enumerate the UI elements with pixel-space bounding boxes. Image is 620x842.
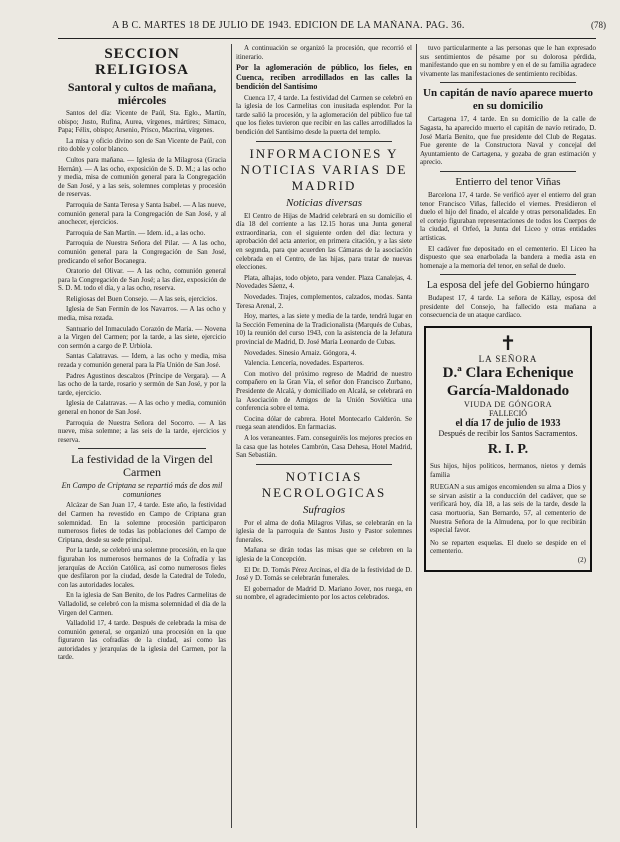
obituary-text: No se reparten esquelas. El duelo se despide en el cementerio. [430, 538, 586, 556]
column-divider [416, 44, 417, 828]
separator [440, 274, 576, 275]
paragraph: Mañana se dirán todas las misas que se celebren en la iglesia de la Concepción. [236, 546, 412, 564]
paragraph: Por la tarde, se celebró una solemne procesión, en la que figuraban los numerosos hermanos de la Cofradía y las jerarquías de Acción Católica, así como numerosos fieles que desfilaron por la ciudad, desde la Catedral de Toledo, con las autoridades locales. [58, 546, 226, 589]
article-title: Un capitán de navío aparece muerto en su domicilio [423, 87, 593, 113]
section-title: SECCION RELIGIOSA [94, 46, 190, 78]
paragraph: Santuario del Inmaculado Corazón de María. — Novena a la Virgen del Carmen; por la tarde, a las siete, ejercicio con sermón a cargo de P. Urbiola. [58, 324, 226, 350]
paragraph: Religiosas del Buen Consejo. — A las seis, ejercicios. [66, 294, 218, 303]
footer-mark [0, 830, 620, 838]
separator [440, 82, 576, 83]
paragraph: Novedades. Trajes, complementos, calzados, modas. Santa Teresa Arenal, 2. [236, 293, 412, 310]
paragraph: El cadáver fue depositado en el cementerio. El Liceo ha dispuesto que sea enarbolada la bandera a media asta en homenaje a la memoria del tenor, en señal de duelo. [420, 244, 596, 270]
obituary-rip: R. I. P. [487, 442, 529, 458]
article-headline: Por la aglomeración de público, los fieles, en Cuenca, reciben arrodillados en las calles la bendición del Santísimo [236, 63, 412, 92]
paragraph: Cartagena 17, 4 tarde. En su domicilio de la calle de Sagasta, ha aparecido muerto el capitán de navío retirado, D. José María Benito, que fue presidente del Club de Regatas. Fue gerente de la Constructora Naval y concejal del Ayuntamiento de Cartagena, y gozaba de gran estimación y aprecio. [420, 115, 596, 167]
paragraph: Con motivo del próximo regreso de Madrid de nuestro compañero en la Gran Vía, el señor don Francisco Zurbano, Presidente de Alcalá, y domiciliado en Alcalá, se celebrará en la Asociación de Amigos de la Unión Soviética una conferencia sobre el tema. [236, 369, 412, 413]
paragraph: Santos del día: Vicente de Paúl, Sta. Eglo., Martín, obispo; Justo, Rufina, Aurea, vírgenes, mártires; Simaco, Papa; Félix, obispo; Arsenio, Prisco, Macrina, vírgenes. [58, 109, 226, 135]
obituary-text: Sus hijos, hijos políticos, hermanos, nietos y demás familia [430, 462, 586, 479]
column-divider [231, 44, 232, 828]
separator [440, 171, 576, 172]
paragraph: El Dr. D. Tomás Pérez Arcinas, el día de la festividad de D. José y D. Tomás se celebrarán funerales. [236, 565, 412, 583]
separator [256, 464, 392, 465]
paragraph: El Centro de Hijas de Madrid celebrará en su domicilio el día 18 del corriente a las 12.15 horas una Junta general extraordinaria, con el siguiente orden del día: lectura y aprobación del acta anterior, en primera citación, y a las siete en segunda, para que acuerden las Cámaras de la asociación celebrada en el Centro, de las hijas, para tratar de nuevas elecciones. [236, 211, 412, 272]
obituary-text: RUEGAN a sus amigos encomienden su alma a Dios y se sirvan asistir a la conducción del cadáver, que se verificará hoy, día 18, a las seis de la tarde, desde la casa mortuoria, San Bernardo, 57, al cementerio de Nuestra Señora de la Almudena, por lo que recibirán especial favor. [430, 483, 586, 535]
paragraph: tuvo particularmente a las personas que le han expresado sus sentimientos de pésame por su dolorosa pérdida, manifestando que en su nombre y en el de su familia agradece vivamente las manifestaciones de sentimiento recibidas. [420, 44, 596, 78]
paragraph: El gobernador de Madrid D. Mariano Jover, nos ruega, en su nombre, el agradecimiento por los actos celebrados. [236, 584, 412, 602]
section-subtitle: Noticias diversas [285, 196, 363, 209]
cross-icon: ✝ [499, 333, 517, 356]
paragraph: Valladolid 17, 4 tarde. Después de celebrada la misa de comunión general, se organizó una procesión en la que figuraron las cofradías de la ciudad, así como las autoridades y jerarquías de la iglesia del Carmen, por la tarde. [58, 619, 226, 662]
section-title: NOTICIAS NECROLOGICAS [261, 468, 387, 500]
paragraph: Cultos para mañana. — Iglesia de la Milagrosa (Gracia Hernán). — A las ocho, exposición de S. D. M.; a las ocho y media, misa de comunión general para la Congregación de San José, y a las seis, solemnes completas y procesión de reservas. [58, 155, 226, 199]
paragraph: La misa y oficio divino son de San Vicente de Paúl, con rito doble y color blanco. [58, 136, 226, 154]
header-rule [58, 38, 596, 39]
obituary-line: FALLECIÓ [488, 409, 528, 419]
paragraph: Parroquia de Santa Teresa y Santa Isabel. — A las nueve, comunión general para la Congregación de San José, y al anochecer, ejercicios. [58, 200, 226, 227]
paragraph: Plata, alhajas, todo objeto, para vender. Plaza Canalejas, 4. Novedades Sáenz, 4. [236, 273, 412, 291]
paragraph: Iglesia de Calatravas. — A las ocho y media, comunión general en honor de San José. [58, 399, 226, 416]
paragraph: Novedades. Sinesio Arnaiz. Góngora, 4. [244, 348, 357, 357]
paragraph: A los veraneantes. Fam. conseguiréis los mejores precios en la casa que las hoteles Cambrón, Casa Dehesa, Hotel Madrid, San Sebastián. [236, 433, 412, 460]
obituary-line: VIUDA DE GÓNGORA [464, 400, 552, 410]
paragraph: Cocina dólar de cabrera. Hotel Montecarlo Calderón. Se ruega sean atendidos. En farmacias. [236, 414, 412, 432]
paragraph: Alcázar de San Juan 17, 4 tarde. Este año, la festividad del Carmen ha revestido en Campo de Criptana gran solemnidad. En la solemne procesión participaron numerosos fieles de todas las poblaciones del Campo de Criptana, desde su sede principal. [58, 501, 226, 544]
article-subtitle: En Campo de Criptana se repartió más de dos mil comuniones [61, 481, 223, 500]
paragraph: Hoy, martes, a las siete y media de la tarde, tendrá lugar en la Sección Femenina de la Tradicionalista (Marqués de Cubas, 10) la reunión del curso 1943, con la asistencia de la Jefatura provincial de Madrid, D. José María Leonardo de Cubas. [236, 312, 412, 346]
section-subtitle: Sufragios [302, 503, 346, 516]
page-header: A B C. MARTES 18 DE JULIO DE 1943. EDICIÓN DE LA MAÑANA. PAG. 36. [112, 20, 465, 31]
separator [78, 448, 206, 449]
paragraph: Santas Calatravas. — Idem, a las ocho y media, misa rezada y comunión general para la Pía Unión de San José. [58, 352, 226, 370]
article-title: Santoral y cultos de mañana, miércoles [67, 80, 217, 107]
obituary-name: D.ª Clara Echenique García-Maldonado [442, 365, 574, 400]
paragraph: En la iglesia de San Benito, de los Padres Carmelitas de Valladolid, se celebró con la misma solemnidad el día de la Virgen del Carmen. [58, 591, 226, 617]
obituary-box [424, 326, 592, 572]
column-2 [236, 44, 412, 828]
column-1 [58, 44, 226, 828]
obituary-date: el día 17 de julio de 1933 [455, 418, 561, 430]
paragraph: Parroquia de Nuestra Señora del Socorro. — A las nueve, misa solemne; a las seis de la tarde, ejercicios y reserva. [58, 418, 226, 444]
section-title: INFORMACIONES Y NOTICIAS VARIAS DE MADRID [240, 145, 408, 193]
obituary-line: Después de recibir los Santos Sacramentos. [438, 429, 578, 439]
paragraph: Barcelona 17, 4 tarde. Se verificó ayer el entierro del gran tenor Francisco Viñas, fallecido el viernes. Presidieron el duelo el hijo del finado, el alcalde y otras personalidades. En el cortejo figuraban representaciones de todos los Cuerpos de la ciudad, el Orfeó, la Junta del Liceo y otras entidades artísticas. [420, 190, 596, 242]
paragraph: Valencia. Lencería, novedades. Esparteros. [244, 359, 364, 368]
paragraph: Budapest 17, 4 tarde. La señora de Kállay, esposa del presidente del Consejo, ha fallecido esta mañana a consecuencia de un ataque cardíaco. [420, 294, 596, 320]
paragraph: Parroquia de San Martín. — Idem. id., a las ocho. [66, 228, 206, 237]
paragraph: Padres Agustinos descalzos (Príncipe de Vergara). — A las ocho de la tarde, rosario y sermón de San José, y por la tarde, ejercicio. [58, 371, 226, 397]
article-title: La esposa del jefe del Gobierno húngaro [426, 280, 590, 292]
obituary-number: (2) [577, 556, 586, 564]
column-3 [420, 44, 596, 828]
page-code: (78) [591, 20, 606, 30]
paragraph: A continuación se organizó la procesión, que recorrió el itinerario. [236, 44, 412, 61]
paragraph: Cuenca 17, 4 tarde. La festividad del Carmen se celebró en la iglesia de los Carmelitas con inusitada esplendor. Por la tarde salió la procesión, y la aglomeración del público fue tal que los fieles tuvieron que recibir en las calles arrodillados la bendición del Santísimo desde la puerta del templo. [236, 93, 412, 137]
paragraph: Oratorio del Olivar. — A las ocho, comunión general para la Congregación de San José; a las diez, exposición de S. D. M. todo el día, y a las ocho, reserva. [58, 267, 226, 293]
article-title: La festividad de la Virgen del Carmen [71, 452, 213, 480]
paragraph: Parroquia de Nuestra Señora del Pilar. — A las ocho, comunión general para la Congregación de San José, predicando el señor Bocanegra. [58, 239, 226, 265]
article-title: Entierro del tenor Viñas [455, 175, 561, 188]
obituary-line: LA SEÑORA [478, 354, 538, 365]
paragraph: Iglesia de San Fermín de los Navarros. — A las ocho y media, misa rezada. [58, 305, 226, 323]
separator [256, 141, 392, 142]
paragraph: Por el alma de doña Milagros Viñas, se celebrarán en la iglesia de la parroquia de Santos Justo y Pastor solemnes funerales. [236, 518, 412, 544]
